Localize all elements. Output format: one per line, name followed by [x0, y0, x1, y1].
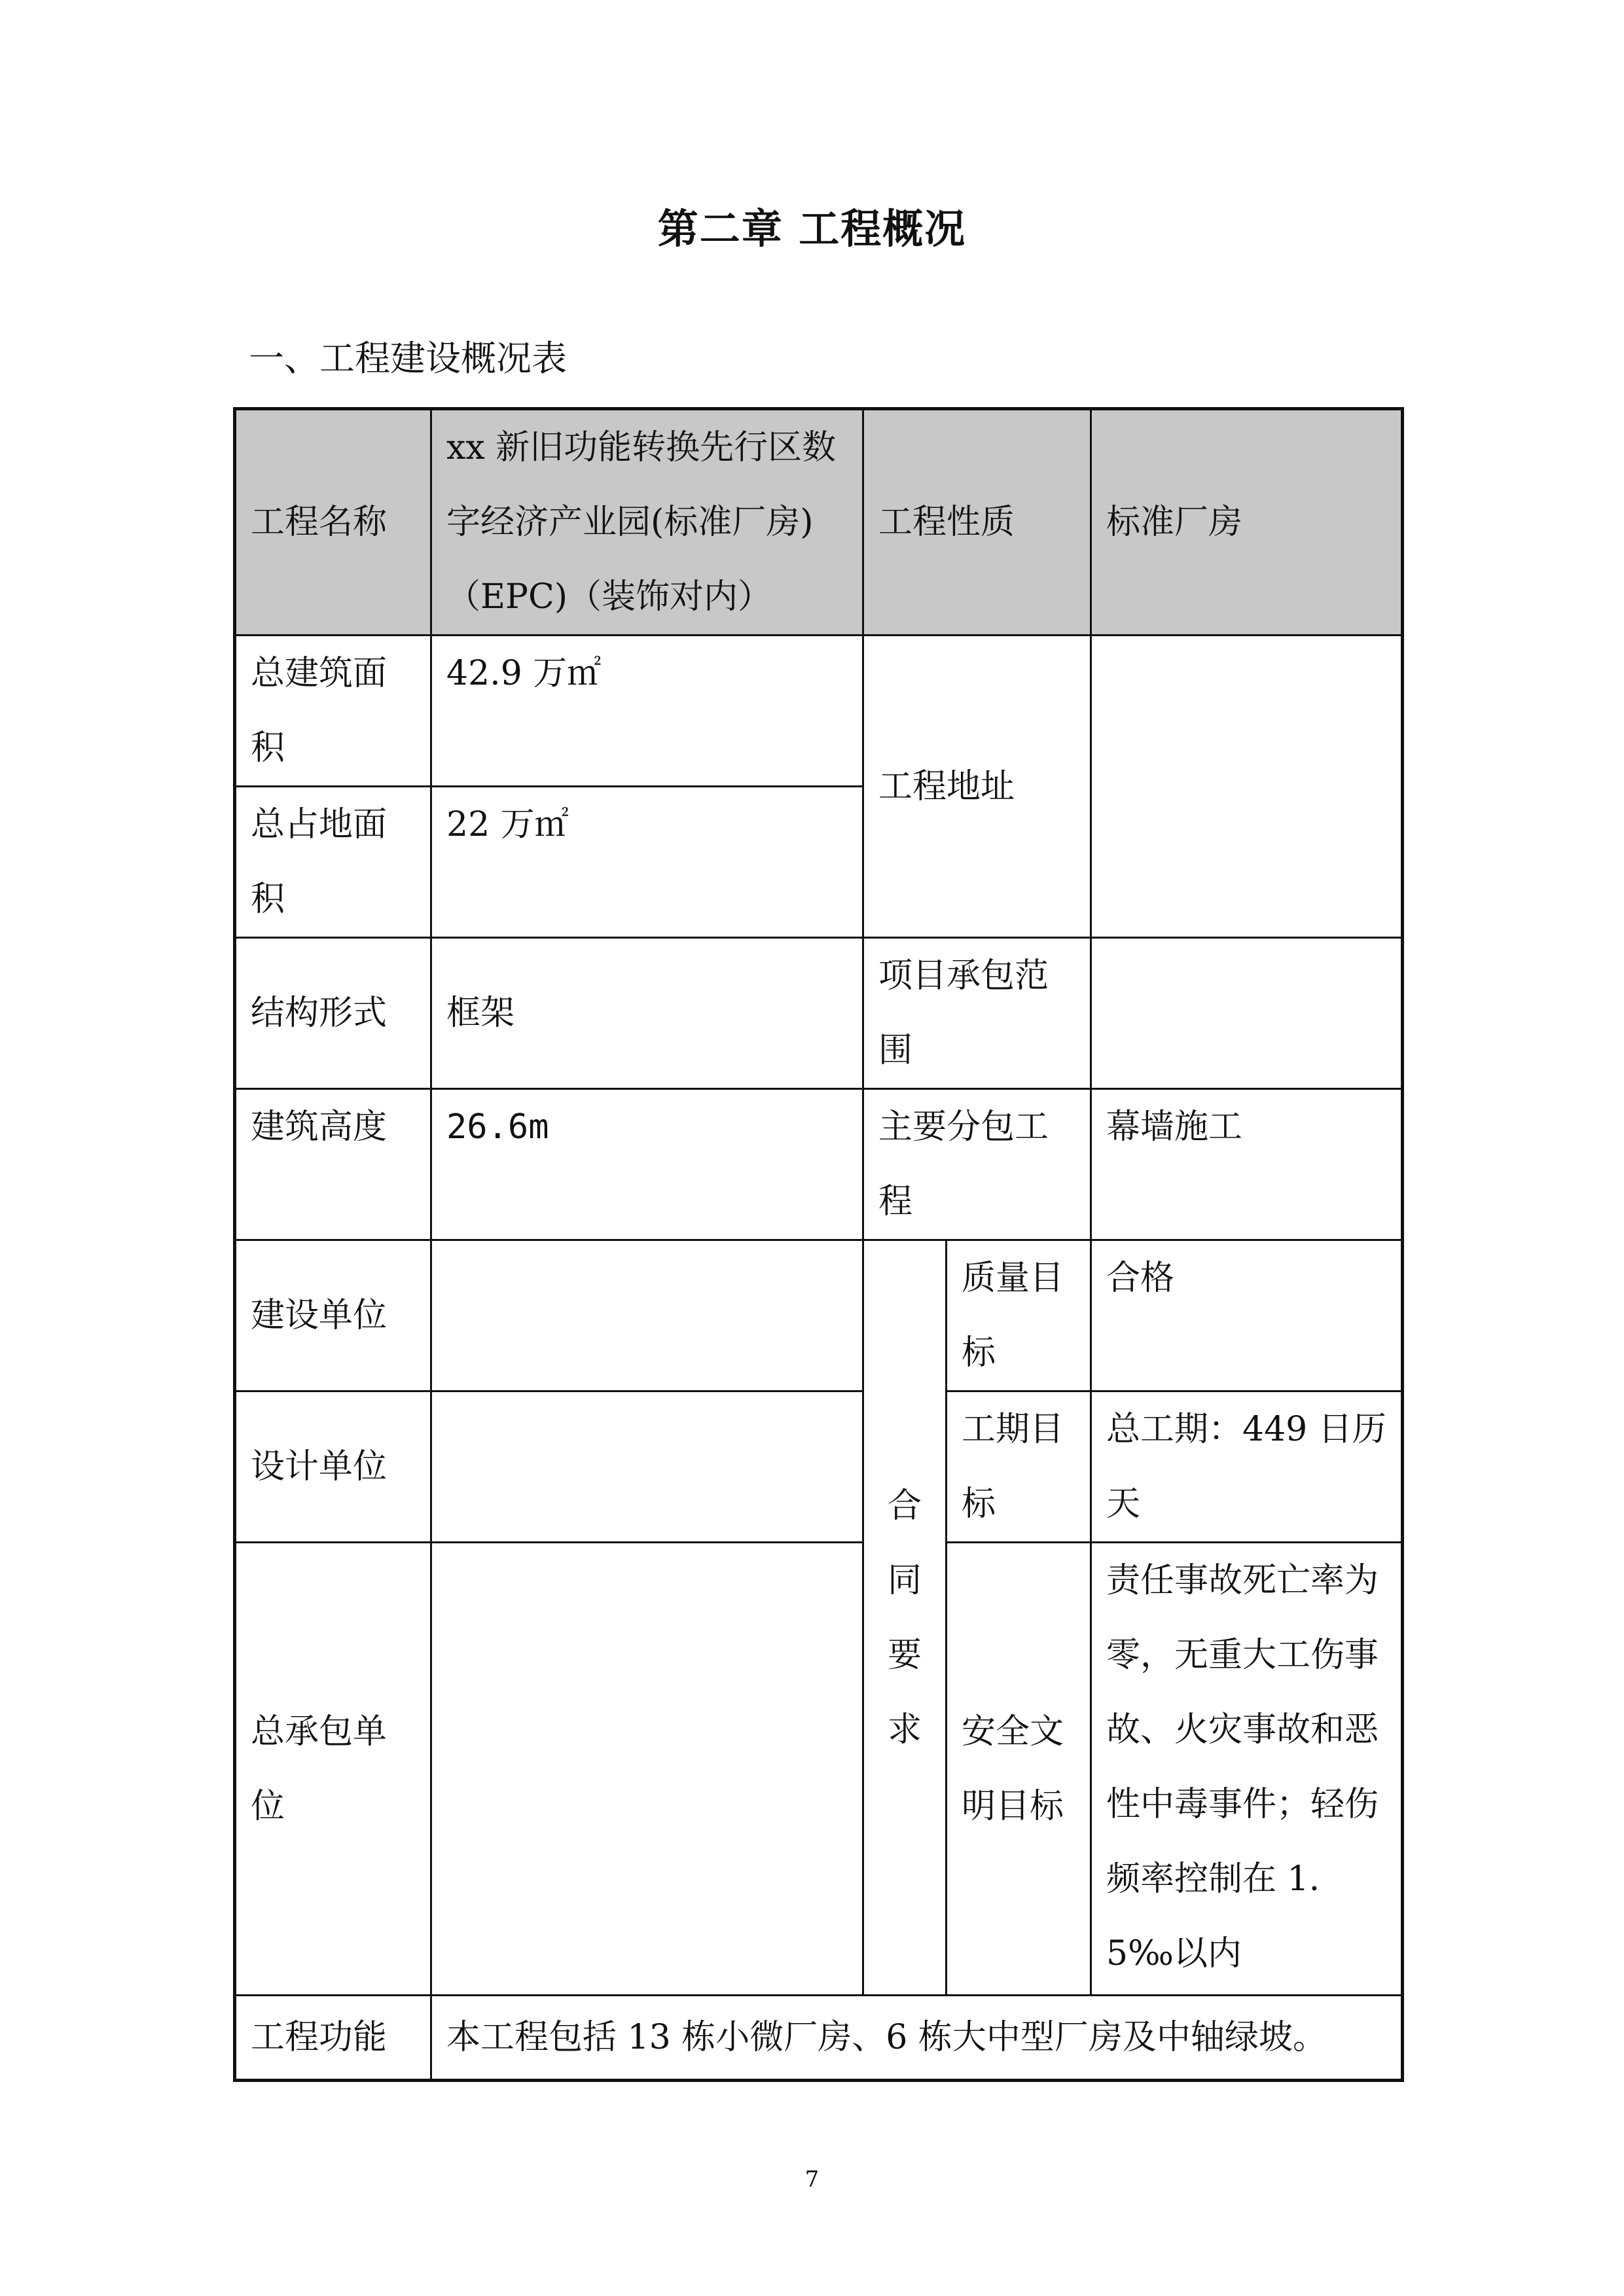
contract-scope-value — [1091, 938, 1403, 1089]
chapter-title: 第二章 工程概况 — [657, 205, 967, 253]
contract-req-char: 同 — [887, 1560, 922, 1600]
project-address-value — [1091, 636, 1403, 938]
contract-scope-label: 项目承包范围 — [863, 938, 1091, 1089]
total-building-area-value: 42.9 万㎡ — [431, 636, 863, 787]
project-address-label: 工程地址 — [863, 636, 1091, 938]
subcontract-label: 主要分包工程 — [863, 1089, 1091, 1240]
table-row — [235, 1391, 1403, 1543]
schedule-goal-value: 总工期：449 日历天 — [1091, 1391, 1403, 1543]
building-height-value: 26.6m — [431, 1089, 863, 1240]
quality-goal-value: 合格 — [1091, 1240, 1403, 1391]
designer-value — [431, 1391, 863, 1543]
contract-req-char: 合 — [887, 1486, 922, 1526]
safety-goal-label: 安全文明目标 — [947, 1543, 1091, 1996]
total-land-area-label: 总占地面积 — [235, 787, 431, 938]
table-row — [235, 1996, 1403, 2081]
table-row — [235, 636, 1403, 787]
quality-goal-label: 质量目标 — [947, 1240, 1091, 1391]
table-row — [235, 938, 1403, 1089]
table-row — [235, 409, 1403, 636]
table-row — [235, 1543, 1403, 1996]
contract-requirements-label — [863, 1240, 947, 1996]
subcontract-value: 幕墙施工 — [1091, 1089, 1403, 1240]
builder-value — [431, 1240, 863, 1391]
structure-label: 结构形式 — [235, 938, 431, 1089]
table-row — [235, 1089, 1403, 1240]
project-nature-label: 工程性质 — [863, 409, 1091, 636]
project-name-label: 工程名称 — [235, 409, 431, 636]
project-overview-table — [233, 407, 1404, 2082]
building-height-label: 建筑高度 — [235, 1089, 431, 1240]
function-value: 本工程包括 13 栋小微厂房、6 栋大中型厂房及中轴绿坡。 — [431, 1996, 1403, 2081]
project-name-value: xx 新旧功能转换先行区数字经济产业园(标准厂房)（EPC)（装饰对内） — [431, 409, 863, 636]
project-nature-value: 标准厂房 — [1091, 409, 1403, 636]
structure-value: 框架 — [431, 938, 863, 1089]
total-building-area-label: 总建筑面积 — [235, 636, 431, 787]
general-contractor-value — [431, 1543, 863, 1996]
page-number: 7 — [804, 2166, 820, 2193]
general-contractor-label: 总承包单位 — [235, 1543, 431, 1996]
contract-req-char: 求 — [887, 1710, 922, 1749]
schedule-goal-label: 工期目标 — [947, 1391, 1091, 1543]
total-land-area-value: 22 万㎡ — [431, 787, 863, 938]
designer-label: 设计单位 — [235, 1391, 431, 1543]
table-row — [235, 1240, 1403, 1391]
contract-req-char: 要 — [887, 1635, 922, 1675]
section-title: 一、工程建设概况表 — [249, 338, 567, 379]
safety-goal-value: 责任事故死亡率为零，无重大工伤事故、火灾事故和恶性中毒事件；轻伤频率控制在 1.5‰以内 — [1091, 1543, 1403, 1996]
function-label: 工程功能 — [235, 1996, 431, 2081]
builder-label: 建设单位 — [235, 1240, 431, 1391]
